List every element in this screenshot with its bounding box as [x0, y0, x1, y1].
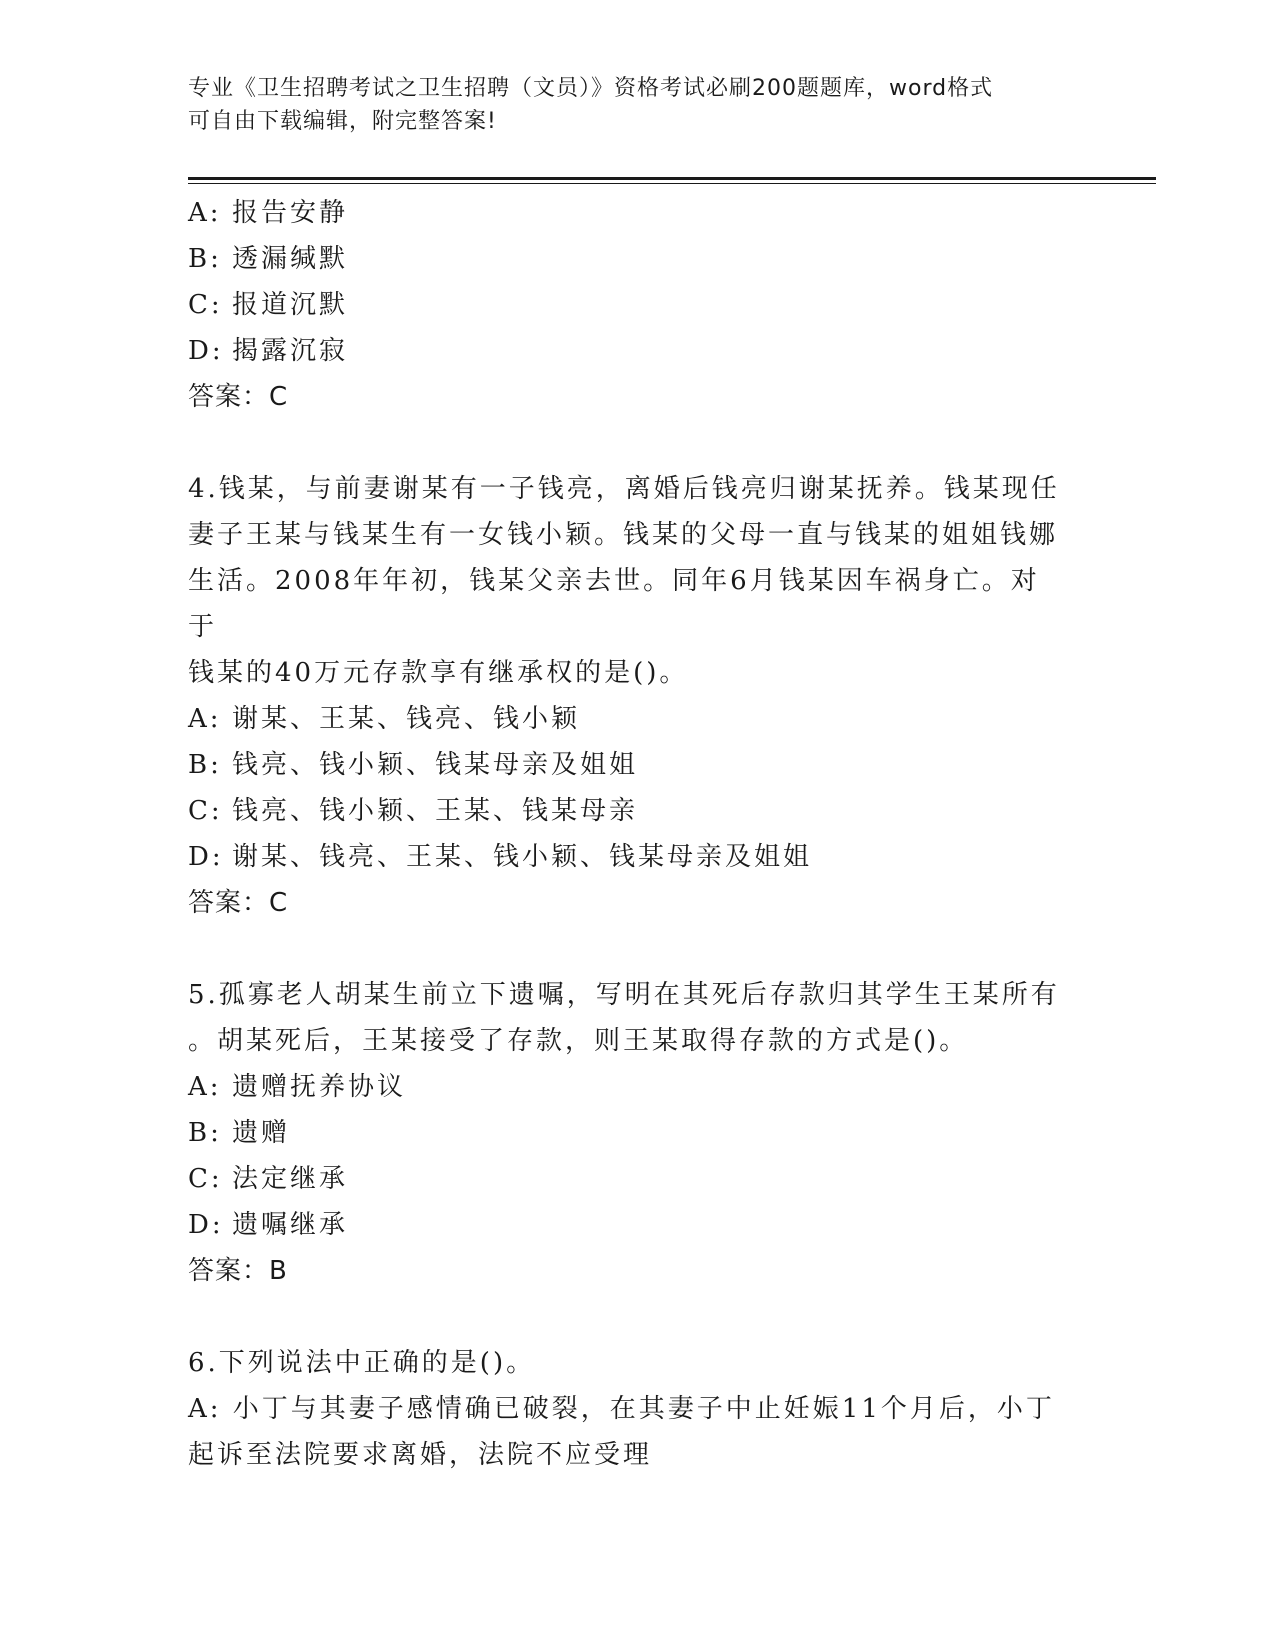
question-text-line: 妻子王某与钱某生有一女钱小颖。钱某的父母一直与钱某的姐姐钱娜 [188, 520, 1059, 550]
option-c: C: 报道沉默 [188, 290, 349, 320]
header-divider-thin [188, 183, 1156, 184]
question-text-line: 4.钱某，与前妻谢某有一子钱亮，离婚后钱亮归谢某抚养。钱某现任 [188, 474, 1060, 504]
header-divider-thick [188, 177, 1156, 180]
option-d: D: 揭露沉寂 [188, 336, 349, 366]
question-3 [188, 190, 1068, 420]
document-header [188, 72, 1068, 138]
option-a-line: 起诉至法院要求离婚，法院不应受理 [188, 1440, 653, 1470]
question-list [188, 190, 1068, 1478]
option-a: A: 报告安静 [188, 198, 349, 228]
option-a-line: A: 小丁与其妻子感情确已破裂，在其妻子中止妊娠11个月后，小丁 [188, 1394, 1055, 1424]
question-6 [188, 1340, 1068, 1478]
option-c: C: 钱亮、钱小颖、王某、钱某母亲 [188, 796, 639, 826]
question-text-line: 6.下列说法中正确的是()。 [188, 1348, 536, 1378]
question-text-line: 5.孤寡老人胡某生前立下遗嘱，写明在其死后存款归其学生王某所有 [188, 980, 1060, 1010]
option-a: A: 遗赠抚养协议 [188, 1072, 407, 1102]
option-c: C: 法定继承 [188, 1164, 349, 1194]
option-b: B: 透漏缄默 [188, 244, 349, 274]
option-a: A: 谢某、王某、钱亮、钱小颖 [188, 704, 581, 734]
question-4 [188, 466, 1068, 926]
answer: 答案：C [188, 888, 289, 918]
question-text-line: 生活。2008年年初，钱某父亲去世。同年6月钱某因车祸身亡。对于 [188, 566, 1040, 642]
header-line-1: 专业《卫生招聘考试之卫生招聘（文员）》资格考试必刷200题题库，word格式 [188, 76, 994, 101]
question-text-line: 钱某的40万元存款享有继承权的是()。 [188, 658, 689, 688]
option-d: D: 遗嘱继承 [188, 1210, 349, 1240]
header-line-2: 可自由下载编辑，附完整答案! [188, 109, 497, 134]
option-b: B: 钱亮、钱小颖、钱某母亲及姐姐 [188, 750, 639, 780]
answer: 答案：C [188, 382, 289, 412]
question-5 [188, 972, 1068, 1294]
option-b: B: 遗赠 [188, 1118, 291, 1148]
option-d: D: 谢某、钱亮、王某、钱小颖、钱某母亲及姐姐 [188, 842, 813, 872]
question-text-line: 。胡某死后，王某接受了存款，则王某取得存款的方式是()。 [188, 1026, 969, 1056]
answer: 答案：B [188, 1256, 288, 1286]
